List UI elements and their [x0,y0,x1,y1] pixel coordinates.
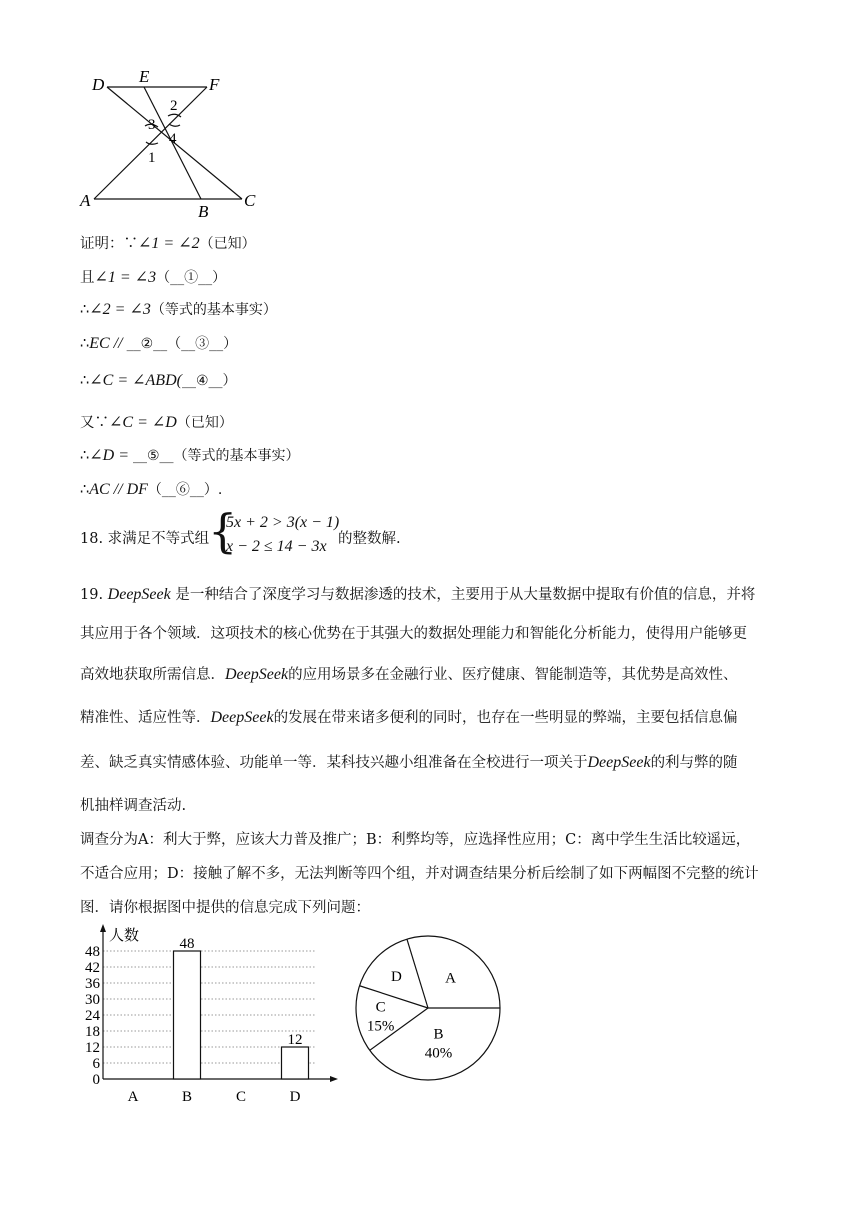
bar-D [282,1047,309,1079]
y-tick-label: 42 [85,960,100,976]
y-axis-label: 人数 [109,928,140,944]
q19-row-7 [80,828,750,849]
q19-text: 的发展在带来诸多便利的同时，也存在一些明显的弊端，主要包括信息偏 [273,710,738,726]
q19-row-2 [80,622,747,643]
q19-text: 精准性、适应性等． [80,710,211,726]
point-label-E: E [139,67,150,86]
x-tick-label: D [289,1089,301,1105]
deepseek-term: DeepSeek [107,586,171,603]
question-18 [80,504,500,560]
q19-text: 图．请你根据图中提供的信息完成下列问题： [80,900,370,916]
proof-text: ∴ [80,482,90,498]
proof-text: ∴ [80,448,90,464]
inequality-2: x − 2 ≤ 14 − 3x [226,538,327,555]
proof-line-7 [80,445,300,465]
y-tick-label: 24 [85,1008,100,1024]
x-axis-arrow [330,1076,338,1082]
q19-row-5 [80,751,738,772]
q19-row-8 [80,862,759,883]
pie-value-B: 40% [424,1045,453,1062]
pie-value-C: 15% [366,1018,395,1035]
deepseek-term: DeepSeek [587,754,651,771]
proof-math: EC // [89,335,127,352]
question-18-stem: 18. 求满足不等式组 [80,531,210,547]
point-label-D: D [92,75,105,94]
pie-label-A: A [445,970,457,987]
y-tick-label: 48 [85,944,100,960]
q19-text: 高效地获取所需信息． [80,667,225,683]
pie-label-B: B [433,1026,444,1043]
x-tick-label: B [181,1089,193,1105]
bar-data-label: 48 [179,936,195,952]
q19-text: 其应用于各个领域．这项技术的核心优势在于其强大的数据处理能力和智能化分析能力，使得用户能够更 [80,626,747,642]
proof-math: ∠1 = ∠2 [138,235,200,252]
proof-math: ∠1 = ∠3 [94,269,157,286]
y-tick-label: 0 [92,1072,100,1088]
point-label-C: C [244,191,256,210]
proof-reason: （已知） [199,236,256,252]
proof-text: 证明：∵ [80,236,138,252]
y-tick-label: 18 [85,1024,100,1040]
bar-data-label: 12 [287,1032,303,1048]
q19-row-6 [80,794,186,815]
q19-text: 调查分为A：利大于弊，应该大力普及推广；B：利弊均等，应选择性应用；C：离中学生生活比较遥远， [80,832,751,848]
blank-5: __⑤__（等式的基本事实） [133,448,300,464]
q19-text: 的利与弊的随 [650,755,738,771]
q19-row-3 [80,663,738,684]
proof-line-8 [80,479,222,499]
q19-row-4 [80,706,738,727]
y-tick-label: 36 [85,976,100,992]
proof-math: ∠D = [89,447,133,464]
question-19 [80,583,785,916]
y-tick-label: 6 [92,1056,100,1072]
pie-label-D: D [391,968,402,985]
point-label-A: A [80,191,91,210]
point-label-B: B [198,202,209,221]
q19-text: 的应用场景多在金融行业、医疗健康、智能制造等，其优势是高效性、 [288,667,738,683]
angle-label-2: 2 [170,98,178,114]
proof-text: 且 [80,270,95,286]
proof-math: AC // DF [89,481,148,498]
y-tick-label: 30 [85,992,100,1008]
blank-2-3: __②__（__③__） [126,336,238,352]
proof-line-4 [80,333,237,353]
point-label-F: F [209,75,220,94]
blank-4: __④__） [181,373,237,389]
x-tick-label: A [127,1089,139,1105]
y-tick-label: 12 [85,1040,100,1056]
bar-chart [76,922,346,1107]
proof-reason: （已知） [176,415,233,431]
proof-line-6 [80,411,233,432]
angle-label-4: 4 [169,131,177,147]
q19-text: 机抽样调查活动. [80,798,187,814]
geometry-figure [78,66,268,222]
segment-AF [94,87,207,199]
proof-text: ∴ [80,336,90,352]
pie-chart [348,930,508,1090]
proof-line-1 [80,232,256,253]
bar-B [174,951,201,1079]
pie-label-C: C [375,999,386,1016]
angle-label-1: 1 [148,150,156,166]
brace: { [208,504,238,558]
proof-line-2 [80,266,226,287]
proof-reason: （等式的基本事实） [150,302,277,318]
q19-row-1 [80,583,755,604]
q19-number: 19. [80,587,104,603]
angle-label-3: 3 [148,117,156,133]
q19-row-9 [80,896,370,917]
x-tick-label: C [235,1089,247,1105]
blank-1: （__①__） [156,270,227,286]
q19-text: 不适合应用；D：接触了解不多，无法判断等四个组，并对调查结果分析后绘制了如下两幅图不完整的统计 [80,866,759,882]
angle-arc-4 [169,124,180,126]
q19-text: 差、缺乏真实情感体验、功能单一等．某科技兴趣小组准备在全校进行一项关于 [80,755,588,771]
proof-line-5 [80,370,237,390]
proof-math: ∠C = ∠ABD( [89,372,182,389]
proof-text: ∴ [80,302,90,318]
deepseek-term: DeepSeek [210,709,274,726]
blank-6: （__⑥__）. [147,482,223,498]
q19-text: 是一种结合了深度学习与数据渗透的技术，主要用于从大量数据中提取有价值的信息，并将 [175,587,756,603]
inequality-1: 5x + 2 > 3(x − 1) [226,514,340,531]
proof-text: ∴ [80,373,90,389]
question-18-tail: 的整数解. [338,531,401,547]
y-axis-arrow [100,924,106,932]
proof-line-3 [80,299,277,319]
deepseek-term: DeepSeek [225,666,289,683]
proof-text: 又∵ [80,415,109,431]
proof-math: ∠2 = ∠3 [89,301,151,318]
proof-math: ∠C = ∠D [109,414,177,431]
